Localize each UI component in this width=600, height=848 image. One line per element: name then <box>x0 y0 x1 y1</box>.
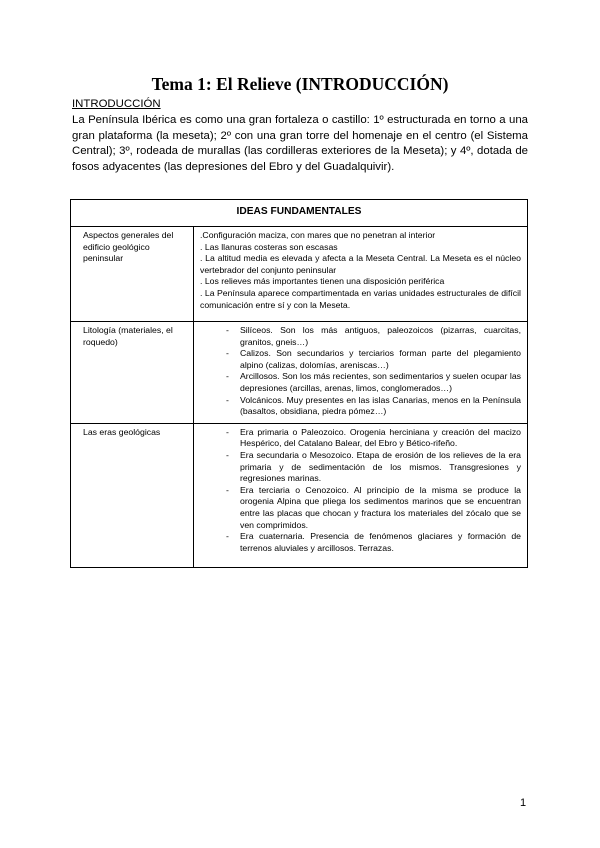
row-label: Las eras geológicas <box>71 423 194 567</box>
list-item: . Los relieves más importantes tienen una disposición periférica <box>200 276 445 287</box>
bullet-list <box>200 325 521 418</box>
page-number: 1 <box>520 797 527 809</box>
row-content <box>194 423 528 567</box>
document-title: Tema 1: El Relieve (INTRODUCCIÓN) <box>151 74 449 94</box>
list-item: - Era terciaria o Cenozoico. Al principio de la misma se produce la orogenia Alpina que pliega los sedimentos marinos que se encuentran entre las placas que chocan y fractura los materiales del zócalo que se ven comprimidos. <box>226 485 521 531</box>
list-item: . Las llanuras costeras son escasas <box>200 241 338 252</box>
list-item: - Era secundaria o Mesozoico. Etapa de erosión de los relieves de la era primaria y de sedimentación de los mismos. Transgresiones y regresiones marinas. <box>226 450 521 485</box>
table-row <box>71 423 528 567</box>
ideas-table <box>70 199 528 568</box>
row-content <box>194 227 528 322</box>
list-item: . La altitud media es elevada y afecta a la Meseta Central. La Meseta es el núcleo vertebrador del conjunto peninsular <box>200 253 521 275</box>
list-item: - Arcillosos. Son los más recientes, son sedimentarios y suelen ocupar las depresiones (arcillas, arenas, limos, conglomerados…) <box>226 371 521 394</box>
list-item: . La Península aparece compartimentada en varias unidades estructurales de difícil comunicación entre sí y con la Meseta. <box>200 287 521 310</box>
row-label: Aspectos generales del edificio geológico peninsular <box>71 227 194 322</box>
list-item: .Configuración maciza, con mares que no penetran al interior <box>200 230 436 240</box>
row-label: Litología (materiales, el roquedo) <box>71 322 194 424</box>
intro-heading: INTRODUCCIÓN <box>72 98 161 110</box>
ideas-table-header: IDEAS FUNDAMENTALES <box>71 200 528 227</box>
table-row <box>71 227 528 322</box>
table-row <box>71 322 528 424</box>
list-item: - Calizos. Son secundarios y terciarios forman parte del plegamiento alpino (calizas, dolomías, areniscas…) <box>226 348 521 371</box>
intro-paragraph: La Península Ibérica es como una gran fortaleza o castillo: 1º estructurada en torno a una gran plataforma (la meseta); 2º con una gran torre del homenaje en el centro (el Sistema Central); 3º, rodeada de murallas (las cordilleras exteriores de la Meseta); y 4º, dotada de fosos adyacentes (las depresiones del Ebro y del Guadalquivir). <box>72 113 528 174</box>
row-content <box>194 322 528 424</box>
bullet-list <box>200 427 521 555</box>
list-item: - Era cuaternaria. Presencia de fenómenos glaciares y formación de terrenos aluviales y arcillosos. Terrazas. <box>226 531 521 554</box>
intro-section <box>72 97 528 176</box>
list-item: - Silíceos. Son los más antiguos, paleozoicos (pizarras, cuarcitas, granitos, gneis…) <box>226 325 521 348</box>
list-item: - Era primaria o Paleozoico. Orogenia herciniana y creación del macizo Hespérico, del Catalano Balear, del Ebro y Bético-rifeño. <box>226 427 521 450</box>
list-item: - Volcánicos. Muy presentes en las islas Canarias, menos en la Península (basaltos, obsidiana, piedra pómez…) <box>226 395 521 418</box>
